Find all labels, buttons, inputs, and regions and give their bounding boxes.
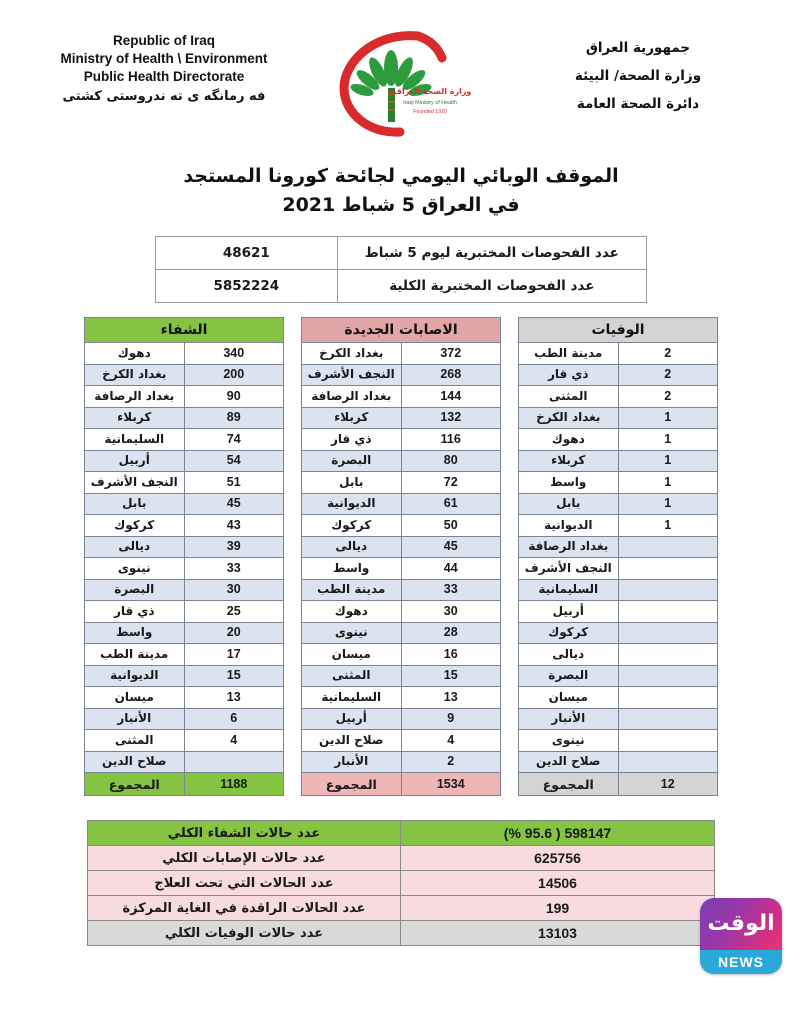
table-row — [85, 386, 284, 408]
table-row — [519, 558, 718, 580]
new-cases-value: 16 — [401, 644, 501, 666]
deaths-value — [618, 622, 718, 644]
table-row — [302, 644, 501, 666]
svg-text:Founded 1920: Founded 1920 — [413, 109, 447, 115]
deaths-governorate: بغداد الكرخ — [519, 407, 619, 429]
table-row — [156, 270, 647, 303]
new-cases-value: 28 — [401, 622, 501, 644]
table-row — [85, 493, 284, 515]
deaths-governorate: دهوك — [519, 429, 619, 451]
deaths-value — [618, 751, 718, 773]
new-cases-governorate: الديوانية — [302, 493, 402, 515]
deaths-value: 1 — [618, 429, 718, 451]
new-cases-governorate: المثنى — [302, 665, 402, 687]
deaths-total-label: المجموع — [519, 773, 619, 796]
table-row — [302, 386, 501, 408]
recoveries-value: 25 — [184, 601, 284, 623]
summary-label: عدد الحالات التي تحت العلاج — [88, 871, 401, 896]
table-row — [302, 407, 501, 429]
recoveries-tbody — [85, 343, 284, 796]
lab-tests-total-value: 5852224 — [156, 270, 338, 303]
recoveries-governorate: المثنى — [85, 730, 185, 752]
deaths-value: 2 — [618, 343, 718, 365]
recoveries-value: 54 — [184, 450, 284, 472]
deaths-value: 2 — [618, 364, 718, 386]
svg-text:Iraqi Ministry of Health: Iraqi Ministry of Health — [403, 100, 457, 106]
summary-row — [88, 821, 715, 846]
deaths-governorate: كركوك — [519, 622, 619, 644]
recoveries-governorate: بابل — [85, 493, 185, 515]
new-cases-value: 4 — [401, 730, 501, 752]
recoveries-value: 90 — [184, 386, 284, 408]
new-cases-value: 15 — [401, 665, 501, 687]
header-left-line-3: Public Health Directorate — [83, 69, 245, 84]
summary-value: 625756 — [401, 846, 715, 871]
table-row — [519, 536, 718, 558]
deaths-governorate: البصرة — [519, 665, 619, 687]
deaths-governorate: أربيل — [519, 601, 619, 623]
recoveries-total-label: المجموع — [85, 773, 185, 796]
deaths-governorate: النجف الأشرف — [519, 558, 619, 580]
ministry-logo — [326, 22, 476, 142]
header-right-block — [488, 22, 788, 118]
table-row — [302, 687, 501, 709]
table-total-row — [519, 773, 718, 796]
table-row — [85, 644, 284, 666]
new-cases-governorate: نينوى — [302, 622, 402, 644]
table-row — [302, 515, 501, 537]
header-left-line-1: Republic of Iraq — [112, 33, 215, 48]
recoveries-value: 17 — [184, 644, 284, 666]
table-row — [302, 493, 501, 515]
recoveries-value: 45 — [184, 493, 284, 515]
new-cases-value: 144 — [401, 386, 501, 408]
deaths-governorate: السليمانية — [519, 579, 619, 601]
recoveries-governorate: واسط — [85, 622, 185, 644]
table-row — [519, 665, 718, 687]
table-row — [85, 472, 284, 494]
table-row — [519, 450, 718, 472]
table-total-row — [302, 773, 501, 796]
recoveries-value: 43 — [184, 515, 284, 537]
recoveries-value: 200 — [184, 364, 284, 386]
new-cases-value: 372 — [401, 343, 501, 365]
recoveries-thead — [85, 318, 284, 343]
new-cases-governorate: بغداد الرصافة — [302, 386, 402, 408]
recoveries-governorate: ميسان — [85, 687, 185, 709]
lab-tests-daily-value: 48621 — [156, 237, 338, 270]
table-row — [519, 644, 718, 666]
lab-tests-body — [156, 237, 647, 303]
deaths-value — [618, 665, 718, 687]
deaths-governorate: ميسان — [519, 687, 619, 709]
table-row — [85, 558, 284, 580]
deaths-governorate: مدينة الطب — [519, 343, 619, 365]
header-left-line-4-kurdish: فه رمانگه ى ته ندروستى كشتى — [62, 89, 266, 104]
table-row — [85, 364, 284, 386]
summary-row — [88, 846, 715, 871]
recoveries-value: 20 — [184, 622, 284, 644]
table-row — [85, 730, 284, 752]
lab-tests-table — [155, 236, 647, 303]
table-row — [519, 687, 718, 709]
table-header-row — [85, 318, 284, 343]
ministry-logo-icon — [326, 22, 476, 142]
header-right-line-3: دائرة الصحة العامة — [576, 96, 700, 112]
new-cases-value: 33 — [401, 579, 501, 601]
report-title-line-2: في العراق 5 شباط 2021 — [282, 194, 520, 216]
new-cases-value: 72 — [401, 472, 501, 494]
deaths-tbody — [519, 343, 718, 796]
deaths-governorate: بابل — [519, 493, 619, 515]
recoveries-governorate: ذي قار — [85, 601, 185, 623]
recoveries-governorate: البصرة — [85, 579, 185, 601]
summary-label: عدد حالات الشفاء الكلي — [88, 821, 401, 846]
table-row — [302, 364, 501, 386]
table-row — [519, 472, 718, 494]
deaths-governorate: صلاح الدين — [519, 751, 619, 773]
table-row — [85, 343, 284, 365]
table-row — [519, 579, 718, 601]
new-cases-total-label: المجموع — [302, 773, 402, 796]
header-right-line-1: جمهورية العراق — [585, 40, 691, 56]
deaths-value — [618, 687, 718, 709]
summary-row — [88, 896, 715, 921]
deaths-governorate: الأنبار — [519, 708, 619, 730]
alwaqt-news-logo — [700, 898, 782, 974]
recoveries-value: 39 — [184, 536, 284, 558]
summary-value: 14506 — [401, 871, 715, 896]
summary-value: 13103 — [401, 921, 715, 946]
recoveries-value: 13 — [184, 687, 284, 709]
table-row — [519, 343, 718, 365]
new-cases-governorate: بغداد الكرخ — [302, 343, 402, 365]
deaths-value: 1 — [618, 493, 718, 515]
new-cases-governorate: السليمانية — [302, 687, 402, 709]
new-cases-value: 30 — [401, 601, 501, 623]
svg-text:وزارة الصحة العراقية: وزارة الصحة العراقية — [388, 87, 472, 96]
summary-label: عدد حالات الوفيات الكلي — [88, 921, 401, 946]
recoveries-value: 340 — [184, 343, 284, 365]
deaths-value — [618, 579, 718, 601]
deaths-value — [618, 708, 718, 730]
new-cases-governorate: ذي قار — [302, 429, 402, 451]
news-logo-arabic-text: الوقت — [707, 911, 775, 936]
deaths-governorate: ديالى — [519, 644, 619, 666]
deaths-value — [618, 601, 718, 623]
recoveries-governorate: الديوانية — [85, 665, 185, 687]
new-cases-value: 2 — [401, 751, 501, 773]
deaths-governorate: واسط — [519, 472, 619, 494]
summary-tbody — [88, 821, 715, 946]
recoveries-value: 15 — [184, 665, 284, 687]
new-cases-tbody — [302, 343, 501, 796]
recoveries-header: الشفاء — [85, 318, 284, 343]
table-row — [302, 429, 501, 451]
recoveries-value: 74 — [184, 429, 284, 451]
new-cases-header: الاصابات الجديدة — [302, 318, 501, 343]
table-row — [156, 237, 647, 270]
table-total-row — [85, 773, 284, 796]
table-row — [519, 730, 718, 752]
table-row — [85, 515, 284, 537]
new-cases-governorate: واسط — [302, 558, 402, 580]
deaths-value: 1 — [618, 450, 718, 472]
recoveries-governorate: كركوك — [85, 515, 185, 537]
new-cases-value: 61 — [401, 493, 501, 515]
deaths-value: 1 — [618, 472, 718, 494]
table-row — [85, 751, 284, 773]
recoveries-governorate: كربلاء — [85, 407, 185, 429]
new-cases-value: 80 — [401, 450, 501, 472]
table-row — [302, 579, 501, 601]
deaths-governorate: نينوى — [519, 730, 619, 752]
table-row — [302, 708, 501, 730]
new-cases-value: 44 — [401, 558, 501, 580]
report-title — [0, 162, 802, 220]
deaths-value — [618, 536, 718, 558]
recoveries-governorate: أربيل — [85, 450, 185, 472]
table-row — [519, 622, 718, 644]
report-title-line-1: الموقف الوبائي اليومي لجائحة كورونا المستجد — [183, 165, 619, 187]
table-row — [302, 450, 501, 472]
recoveries-value — [184, 751, 284, 773]
new-cases-value: 9 — [401, 708, 501, 730]
new-cases-governorate: البصرة — [302, 450, 402, 472]
table-header-row — [302, 318, 501, 343]
table-row — [85, 429, 284, 451]
header-right-line-2: وزارة الصحة/ البيئة — [574, 68, 702, 84]
new-cases-value: 132 — [401, 407, 501, 429]
recoveries-governorate: صلاح الدين — [85, 751, 185, 773]
recoveries-governorate: النجف الأشرف — [85, 472, 185, 494]
recoveries-value: 89 — [184, 407, 284, 429]
new-cases-governorate: كربلاء — [302, 407, 402, 429]
deaths-total-value: 12 — [618, 773, 718, 796]
summary-label: عدد الحالات الراقدة في الغاية المركزة — [88, 896, 401, 921]
table-row — [302, 622, 501, 644]
table-row — [302, 601, 501, 623]
new-cases-governorate: كركوك — [302, 515, 402, 537]
recoveries-value: 6 — [184, 708, 284, 730]
new-cases-thead — [302, 318, 501, 343]
recoveries-table — [84, 317, 284, 796]
new-cases-governorate: صلاح الدين — [302, 730, 402, 752]
lab-tests-total-label: عدد الفحوصات المختبرية الكلية — [337, 270, 646, 303]
summary-label: عدد حالات الإصابات الكلي — [88, 846, 401, 871]
table-row — [85, 665, 284, 687]
deaths-governorate: الديوانية — [519, 515, 619, 537]
table-row — [519, 493, 718, 515]
table-header-row — [519, 318, 718, 343]
new-cases-value: 45 — [401, 536, 501, 558]
recoveries-total-value: 1188 — [184, 773, 284, 796]
deaths-thead — [519, 318, 718, 343]
governorate-columns — [0, 317, 802, 796]
deaths-value — [618, 730, 718, 752]
new-cases-governorate: دهوك — [302, 601, 402, 623]
table-row — [302, 665, 501, 687]
deaths-governorate: المثنى — [519, 386, 619, 408]
deaths-governorate: ذي قار — [519, 364, 619, 386]
table-row — [302, 751, 501, 773]
new-cases-total-value: 1534 — [401, 773, 501, 796]
page-header — [0, 0, 802, 142]
deaths-value — [618, 558, 718, 580]
table-row — [302, 536, 501, 558]
table-row — [85, 579, 284, 601]
new-cases-governorate: أربيل — [302, 708, 402, 730]
recoveries-governorate: بغداد الرصافة — [85, 386, 185, 408]
new-cases-governorate: مدينة الطب — [302, 579, 402, 601]
table-row — [302, 558, 501, 580]
deaths-header: الوفيات — [519, 318, 718, 343]
new-cases-governorate: ميسان — [302, 644, 402, 666]
recoveries-value: 30 — [184, 579, 284, 601]
table-row — [302, 343, 501, 365]
table-row — [519, 515, 718, 537]
new-cases-table — [301, 317, 501, 796]
deaths-value: 1 — [618, 515, 718, 537]
new-cases-value: 268 — [401, 364, 501, 386]
table-row — [302, 472, 501, 494]
recoveries-governorate: السليمانية — [85, 429, 185, 451]
table-row — [85, 622, 284, 644]
table-row — [85, 536, 284, 558]
table-row — [85, 601, 284, 623]
recoveries-value: 4 — [184, 730, 284, 752]
new-cases-value: 116 — [401, 429, 501, 451]
summary-value: 598147 ( 95.6 %) — [401, 821, 715, 846]
table-row — [519, 407, 718, 429]
recoveries-governorate: دهوك — [85, 343, 185, 365]
lab-tests-daily-label: عدد الفحوصات المختبرية ليوم 5 شباط — [337, 237, 646, 270]
table-row — [519, 386, 718, 408]
table-row — [519, 429, 718, 451]
table-row — [85, 450, 284, 472]
recoveries-value: 33 — [184, 558, 284, 580]
table-row — [85, 708, 284, 730]
recoveries-governorate: بغداد الكرخ — [85, 364, 185, 386]
recoveries-governorate: نينوى — [85, 558, 185, 580]
new-cases-value: 13 — [401, 687, 501, 709]
table-row — [519, 708, 718, 730]
table-row — [85, 407, 284, 429]
table-row — [519, 751, 718, 773]
recoveries-governorate: مدينة الطب — [85, 644, 185, 666]
table-row — [519, 364, 718, 386]
recoveries-governorate: الأنبار — [85, 708, 185, 730]
deaths-value: 1 — [618, 407, 718, 429]
table-row — [85, 687, 284, 709]
recoveries-value: 51 — [184, 472, 284, 494]
deaths-table — [518, 317, 718, 796]
new-cases-governorate: بابل — [302, 472, 402, 494]
new-cases-governorate: النجف الأشرف — [302, 364, 402, 386]
deaths-governorate: كربلاء — [519, 450, 619, 472]
table-row — [519, 601, 718, 623]
news-logo-english-text: NEWS — [700, 950, 782, 974]
table-row — [302, 730, 501, 752]
summary-value: 199 — [401, 896, 715, 921]
header-left-line-2: Ministry of Health \ Environment — [60, 51, 268, 66]
header-left-block — [14, 22, 314, 107]
deaths-value: 2 — [618, 386, 718, 408]
summary-table — [87, 820, 715, 946]
new-cases-value: 50 — [401, 515, 501, 537]
summary-row — [88, 871, 715, 896]
new-cases-governorate: ديالى — [302, 536, 402, 558]
summary-row — [88, 921, 715, 946]
deaths-value — [618, 644, 718, 666]
new-cases-governorate: الأنبار — [302, 751, 402, 773]
recoveries-governorate: ديالى — [85, 536, 185, 558]
deaths-governorate: بغداد الرصافة — [519, 536, 619, 558]
